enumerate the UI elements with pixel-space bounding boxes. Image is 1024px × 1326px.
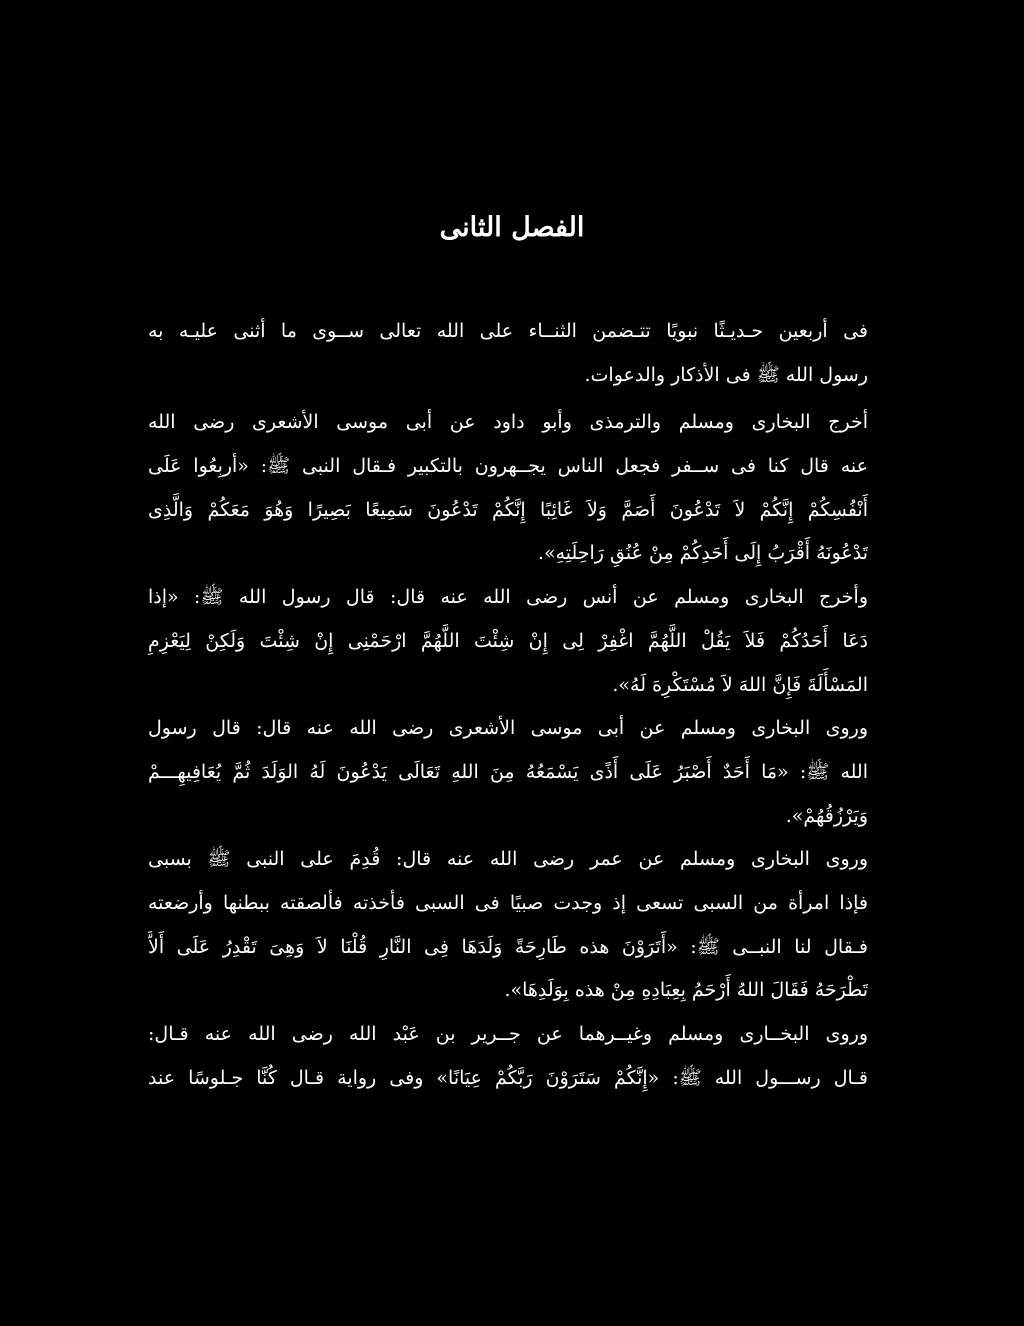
text-line: قـال رســـول الله ﷺ: «إِنَّكُمْ سَتَرَوْنَ رَبَّكُمْ عِيَانًا» وفى رواية قـال كُنَّا جـلوسًا عند [148, 1066, 868, 1089]
text-line: الله ﷺ: «مَا أَحَدٌ أَصْبَرُ عَلَى أَذًى يَسْمَعُهُ مِنَ اللهِ تَعَالَى يَدْعُونَ لَهُ الوَلَدَ ثُمَّ يُعَافِيهِـــمْ [148, 760, 868, 783]
body-text [148, 310, 868, 1100]
text-line: أخرج البخارى ومسلم والترمذى وأبو داود عن أبى موسى الأشعرى رضى الله [148, 411, 868, 434]
text-line: وروى البخــارى ومسلم وغيــرهما عن جــرير بن عَبْد الله رضى الله عنه قـال: [148, 1023, 868, 1045]
text-line: وروى البخارى ومسلم عن أبى موسى الأشعرى رضى الله عنه قال: قال رسول [148, 717, 868, 740]
text-line: المَسْأَلَةَ فَإِنَّ اللهَ لاَ مُسْتَكْرِهَ لَهُ». [612, 673, 868, 696]
chapter-title: الفصل الثانى [439, 212, 585, 243]
text-line: دَعَا أَحَدُكُمْ فَلاَ يَقُلْ اللَّهُمَّ اغْفِرْ لِى إِنْ شِئْتَ اللَّهُمَّ ارْحَمْنِى إِنْ شِئْتَ وَلَكِنْ لِيَعْزِمِ [148, 629, 868, 652]
text-line: وَيَرْزُقُهُمْ». [785, 804, 868, 827]
text-line: تَدْعُونَهُ أَقْرَبُ إِلَى أَحَدِكُمْ مِنْ عُنُقِ رَاحِلَتِهِ». [537, 542, 868, 565]
text-line: رسول الله ﷺ فى الأذكار والدعوات. [584, 363, 868, 386]
text-line: تَطْرَحَهُ فَقَالَ اللهُ أَرْحَمُ بِعِبَادِهِ مِنْ هذه بِوَلَدِهَا». [504, 979, 868, 1002]
text-line: وروى البخارى ومسلم عن عمر رضى الله عنه قال: قُدِمَ على النبى ﷺ بسبى [148, 848, 868, 871]
text-line: وأخرج البخارى ومسلم عن أنس رضى الله عنه قال: قال رسول الله ﷺ: «إذا [148, 586, 868, 609]
text-line: فـقال لنا النبــى ﷺ: «أَتَرَوْنَ هذه طَارِحَةً وَلَدَهَا فِى النَّارِ قُلْنَا لاَ وَهِىَ تَقْدِرُ عَلَى أَلاَّ [148, 935, 868, 958]
text-line: فى أربعين حـديـثًا نبويًا تتـضمن الثنــاء على الله تعالى ســوى ما أثنى عليـه به [148, 320, 868, 342]
text-line: فإذا امرأة من السبى تسعى إذ وجدت صبيًا فى السبى فأخذته فألصقته ببطنها وأرضعته [148, 891, 868, 914]
text-line: عنه قال كنا فى ســفر فجعل الناس يجــهرون بالتكبير فـقال النبى ﷺ: «أربِعُوا عَلَى [148, 455, 868, 478]
text-line: أَنْفُسِكُمْ إِنَّكُمْ لاَ تَدْعُونَ أَصَمَّ وَلاَ غَائِبًا إِنَّكُمْ تَدْعُونَ سَمِيعًا بَصِيرًا وَهُوَ مَعَكُمْ وَالَّذِى [148, 498, 868, 521]
